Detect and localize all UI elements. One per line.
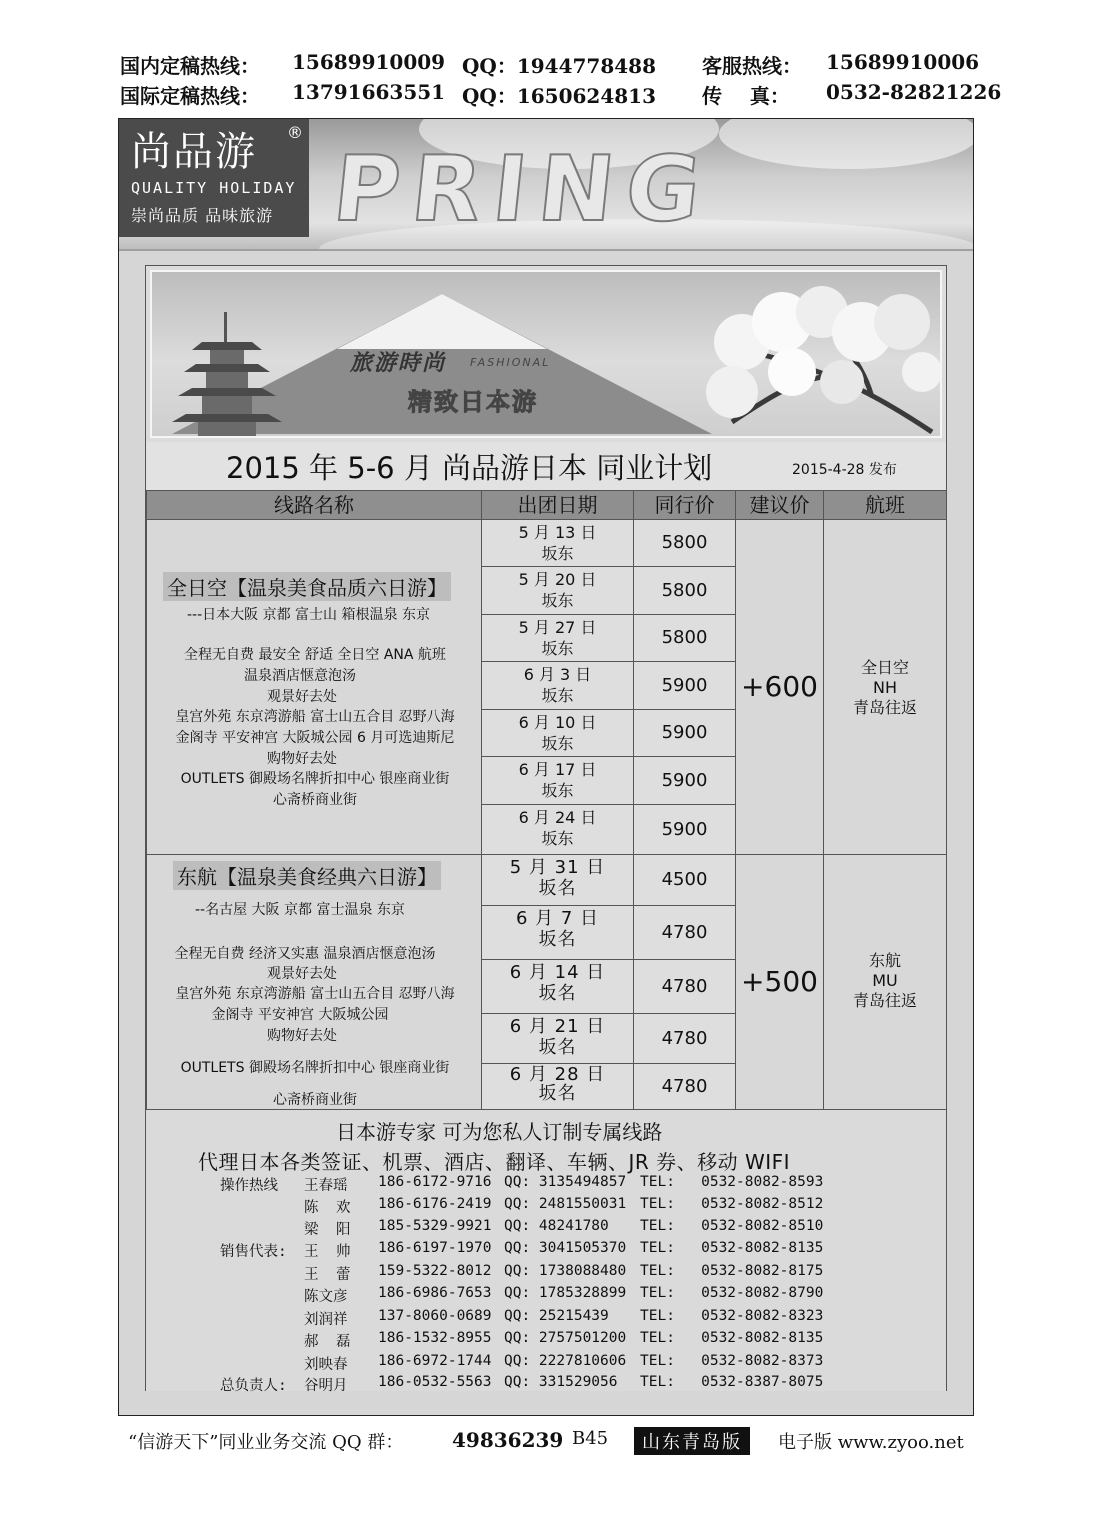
contact-row: 总负责人: 谷明月 186-0532-5563 QQ: 331529056 TEL: 0532-8387-8075 (220, 1374, 824, 1394)
departure-date-cell: 5 月 20 日 坂东 (481, 566, 634, 615)
footer-qq-group-number: 49836239 (452, 1428, 564, 1452)
contact-row: 刘润祥 137-8060-0689 QQ: 25215439 TEL: 0532-8082-8323 (304, 1308, 824, 1328)
route-2-flight-code: MU (872, 971, 898, 990)
brand-logo (119, 119, 309, 237)
contact-section (146, 1109, 946, 1394)
contact-row: 销售代表: 王 帅 186-6197-1970 QQ: 3041505370 TEL: 0532-8082-8135 (220, 1240, 824, 1260)
footer-page-number: B45 (572, 1428, 609, 1449)
registered-mark: ® (287, 123, 303, 142)
header-suggested-price: 建议价 (735, 490, 824, 520)
peer-price-cell: 4780 (633, 905, 736, 960)
intl-hotline-phone: 13791663551 (292, 80, 446, 104)
route-1-suggested-cell (735, 519, 824, 855)
route-2-cell (146, 854, 482, 1110)
contact-row: 梁 阳 185-5329-9921 QQ: 48241780 TEL: 0532-8082-8510 (304, 1218, 824, 1238)
japan-hero-image (150, 270, 942, 438)
service-hotline-label: 客服热线： (702, 54, 802, 78)
route-2-highlight: 心斋桥商业街 (273, 1092, 357, 1108)
domestic-hotline-label: 国内定稿热线： (120, 54, 260, 78)
route-1-highlight: 全程无自费 最安全 舒适 全日空 ANA 航班 (184, 647, 446, 663)
fax-number: 0532-82821226 (826, 80, 1002, 104)
brand-english: QUALITY HOLIDAY (131, 179, 297, 197)
peer-price-cell: 5900 (633, 756, 736, 805)
route-2-highlight: 观景好去处 (267, 966, 337, 982)
route-2-itinerary: --名古屋 大阪 京都 富士温泉 东京 (195, 902, 405, 918)
brand-name: 尚品游 (131, 129, 257, 175)
departure-date-cell: 6 月 24 日 坂东 (481, 804, 634, 855)
route-2-highlight: 金阁寺 平安神宫 大阪城公园 (211, 1007, 389, 1023)
expert-tagline: 日本游专家 可为您私人订制专属线路 (336, 1120, 663, 1144)
hotline-row-2 (120, 80, 1002, 110)
route-1-highlight: 金阁寺 平安神宫 大阪城公园 6 月可选迪斯尼 (175, 730, 455, 746)
ad-frame (118, 118, 974, 1416)
route-2-highlight: 购物好去处 (267, 1028, 337, 1044)
peer-price-cell: 4780 (633, 1063, 736, 1110)
mount-fuji-snowcap (337, 294, 547, 349)
route-2-highlight: OUTLETS 御殿场名牌折扣中心 银座商业街 (180, 1060, 450, 1076)
services-line: 代理日本各类签证、机票、酒店、翻译、车辆、JR 券、移动 WIFI (198, 1150, 791, 1174)
route-2-flight-cell (823, 854, 947, 1110)
peer-price-cell: 5900 (633, 661, 736, 710)
contact-row: 陈 欢 186-6176-2419 QQ: 2481550031 TEL: 0532-8082-8512 (304, 1196, 824, 1216)
content-panel (145, 265, 947, 1394)
route-2-name: 东航【温泉美食经典六日游】 (173, 861, 441, 890)
peer-price-cell: 5800 (633, 614, 736, 662)
route-2-airline: 东航 (868, 951, 901, 970)
header-route: 线路名称 (146, 490, 482, 520)
route-1-flight-cell (823, 519, 947, 855)
route-2-highlight: 皇宫外苑 东京湾游船 富士山五合目 忍野八海 (175, 986, 455, 1002)
route-1-cell (146, 519, 482, 855)
peer-price-cell: 4780 (633, 1013, 736, 1064)
page-footer (128, 1428, 978, 1458)
hotlines-header (120, 50, 1002, 110)
departure-date-cell: 5 月 27 日 坂东 (481, 614, 634, 662)
departure-date-cell: 6 月 10 日 坂东 (481, 709, 634, 757)
banner-spring-word: PRING (328, 137, 718, 242)
fax-label: 传 真： (702, 84, 790, 108)
peer-price-cell: 5900 (633, 709, 736, 757)
spring-banner (119, 119, 974, 251)
cherry-blossom-illustration (672, 282, 942, 438)
domestic-qq: QQ：1944778488 (462, 54, 657, 78)
route-1-highlight: 购物好去处 (267, 751, 337, 767)
route-1-highlight: 皇宫外苑 东京湾游船 富士山五合目 忍野八海 (175, 709, 455, 725)
route-1-highlight: 心斋桥商业街 (273, 792, 357, 808)
route-1-airline: 全日空 (860, 658, 909, 677)
header-peer-price: 同行价 (633, 490, 736, 520)
peer-price-cell: 4500 (633, 854, 736, 906)
departure-date-cell: 6 月 14 日 坂名 (481, 959, 634, 1014)
photo-caption-japan-tour: 精致日本游 (408, 388, 538, 416)
pagoda-icon (172, 312, 282, 438)
contact-row: 操作热线 王春瑶 186-6172-9716 QQ: 3135494857 TEL: 0532-8082-8593 (220, 1174, 824, 1194)
route-2-flight-route: 青岛往返 (852, 991, 917, 1010)
departure-date-cell: 6 月 28 日 坂名 (481, 1063, 634, 1110)
brand-slogan: 崇尚品质 品味旅游 (131, 206, 274, 225)
route-1-highlight: 温泉酒店惬意泡汤 (244, 668, 356, 684)
footer-qq-group-label: “信游天下”同业业务交流 QQ 群： (128, 1432, 404, 1453)
contact-row: 郝 磊 186-1532-8955 QQ: 2757501200 TEL: 0532-8082-8135 (304, 1330, 824, 1350)
header-flight: 航班 (823, 490, 947, 520)
route-2-suggested-price: +500 (741, 965, 818, 998)
service-hotline-phone: 15689910006 (826, 50, 980, 74)
route-2-highlight: 全程无自费 经济又实惠 温泉酒店惬意泡汤 (174, 946, 436, 962)
photo-caption-fashional: FASHIONAL (470, 356, 551, 369)
hotline-row-1 (120, 50, 980, 80)
domestic-hotline-phone: 15689910009 (292, 50, 446, 74)
route-1-flight-code: NH (873, 678, 897, 697)
footer-website[interactable]: 电子版 www.zyoo.net (778, 1432, 964, 1453)
peer-price-cell: 5900 (633, 804, 736, 855)
contact-row: 王 蕾 159-5322-8012 QQ: 1738088480 TEL: 0532-8082-8175 (304, 1263, 824, 1283)
departure-date-cell: 6 月 17 日 坂东 (481, 756, 634, 805)
footer-edition-badge: 山东青岛版 (634, 1427, 750, 1455)
plan-title-bar (146, 442, 946, 490)
contact-row: 陈文彦 186-6986-7653 QQ: 1785328899 TEL: 0532-8082-8790 (304, 1285, 824, 1305)
contact-row: 刘映春 186-6972-1744 QQ: 2227810606 TEL: 0532-8082-8373 (304, 1353, 824, 1373)
route-1-itinerary: ---日本大阪 京都 富士山 箱根温泉 东京 (187, 607, 430, 623)
route-1-suggested-price: +600 (741, 670, 818, 703)
peer-price-cell: 5800 (633, 566, 736, 615)
peer-price-cell: 5800 (633, 519, 736, 567)
departure-date-cell: 5 月 13 日 坂东 (481, 519, 634, 567)
intl-hotline-label: 国际定稿热线： (120, 84, 260, 108)
departure-date-cell: 6 月 3 日 坂东 (481, 661, 634, 710)
departure-date-cell: 6 月 7 日 坂名 (481, 905, 634, 960)
route-2-suggested-cell (735, 854, 824, 1110)
page-title: 2015 年 5-6 月 尚品游日本 同业计划 (226, 451, 713, 485)
route-1-highlight: OUTLETS 御殿场名牌折扣中心 银座商业街 (180, 771, 450, 787)
photo-caption-fashion: 旅游時尚 (350, 351, 447, 376)
peer-price-cell: 4780 (633, 959, 736, 1014)
route-1-highlight: 观景好去处 (267, 689, 337, 705)
header-date: 出团日期 (481, 490, 634, 520)
departure-date-cell: 5 月 31 日 坂名 (481, 854, 634, 906)
publish-date: 2015-4-28 发布 (792, 462, 897, 478)
route-1-flight-route: 青岛往返 (852, 698, 917, 717)
intl-qq: QQ：1650624813 (462, 84, 657, 108)
route-1-name: 全日空【温泉美食品质六日游】 (163, 572, 451, 601)
departure-date-cell: 6 月 21 日 坂名 (481, 1013, 634, 1064)
